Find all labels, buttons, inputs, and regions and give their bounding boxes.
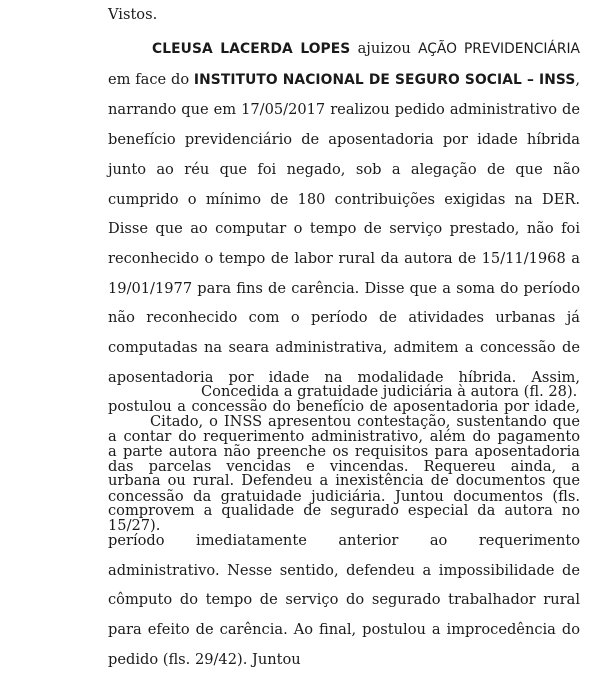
paragraph-contestation (108, 407, 580, 674)
paragraph-text: em face do (108, 70, 194, 88)
paragraph-text: Concedida a gratuidade judiciária à autora (fl. 28). (201, 383, 578, 400)
plaintiff-name: CLEUSA LACERDA LOPES (152, 41, 351, 57)
paragraph-gratuity (108, 377, 580, 407)
paragraph-text: , narrando que em 17/05/2017 realizou pedido administrativo de benefício previdenciário de aposentadoria por idade híbrida junto ao réu que foi negado, sob a alegação de que não cumprido o mínimo de 180 contribuições exigidas na DER. Disse que ao computar o tempo de serviço prestado, não foi reconhecido o tempo de labor rural da autora de 15/11/1968 a 19/01/1977 para fins de carência. Disse que a soma do período não reconhecido com o período de atividades urbanas já computadas na seara administrativa, admitem a concessão de aposentadoria por idade na modalidade híbrida. Assim, postulou a concessão do benefício de aposentadoria por idade, a contar do requerimento administrativo, além do pagamento das parcelas vencidas e vincendas. Requereu ainda, a concessão da gratuidade judiciária. Juntou documentos (fls. 15/27). (108, 70, 580, 535)
vistos-line (108, 0, 580, 30)
paragraph-text: ajuizou (350, 40, 419, 57)
paragraph-text: Citado, o INSS apresentou contestação, sustentando que a parte autora não preenche os requisitos para aposentadoria urbana ou rural. Defendeu a inexistência de documentos que comprovem a qualidade de segurado especial da autora no período imediatamente anterior ao requerimento administrativo. Nesse sentido, defendeu a impossibilidade de cômputo do tempo de serviço do segurado trabalhador rural para efeito de carência. Ao final, postulou a improcedência do pedido (fls. 29/42). Juntou (108, 413, 580, 668)
action-type: AÇÃO PREVIDENCIÁRIA (418, 41, 580, 57)
vistos-text: Vistos. (108, 6, 158, 23)
defendant-name: INSTITUTO NACIONAL DE SEGURO SOCIAL – INSS (193, 71, 576, 88)
